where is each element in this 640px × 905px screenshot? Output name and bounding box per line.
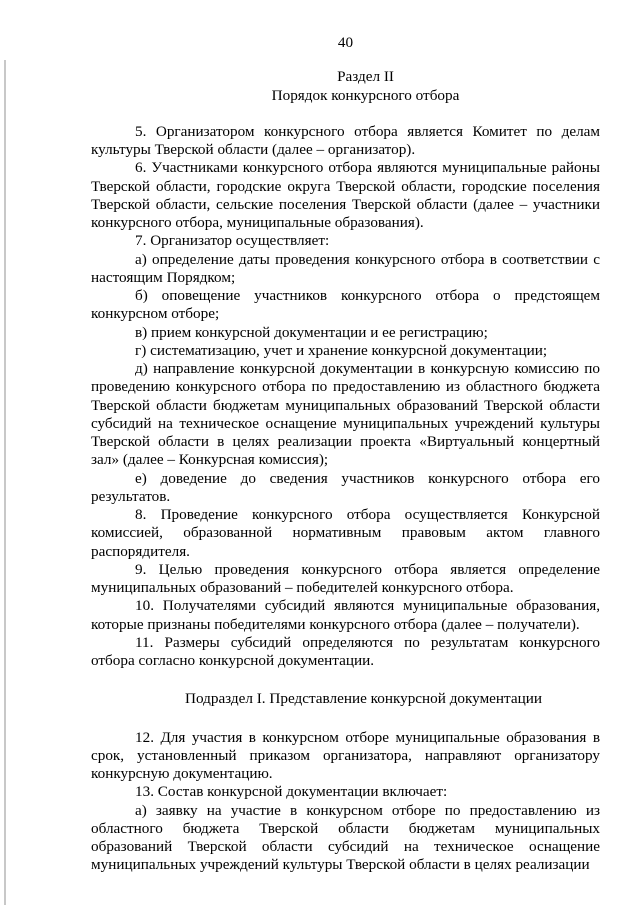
paragraph-7a: а) определение даты проведения конкурсного отбора в соответствии с настоящим Порядком; xyxy=(91,250,600,286)
paragraph-13a: а) заявку на участие в конкурсном отборе по предоставлению из областного бюджета Тверской области бюджетам муниципальных образований Тверской области субсидий на техническое оснащение муниципальных учреждений культуры Тверской области в целях реализации xyxy=(91,801,600,874)
paragraph-7b: б) оповещение участников конкурсного отбора о предстоящем конкурсном отборе; xyxy=(91,287,600,323)
paragraph-7e: е) доведение до сведения участников конкурсного отбора его результатов. xyxy=(91,469,600,505)
paragraph-group-1 xyxy=(91,123,600,671)
document-page xyxy=(91,34,600,875)
section-title: Раздел II xyxy=(337,68,394,86)
paragraph-9: 9. Целью проведения конкурсного отбора является определение муниципальных образований – победителей конкурсного отбора. xyxy=(91,560,600,596)
paragraph-13: 13. Состав конкурсной документации включает: xyxy=(135,783,448,801)
paragraph-7d: д) направление конкурсной документации в конкурсную комиссию по проведению конкурсного отбора по предоставлению из областного бюджета Тверской области бюджетам муниципальных образований Тверской области субсидий на техническое оснащение муниципальных учреждений культуры Тверской области в целях реализации проекта «Виртуальный концертный зал» (далее – Конкурсная комиссия); xyxy=(91,360,600,469)
paragraph-group-2 xyxy=(91,729,600,875)
paragraph-10: 10. Получателями субсидий являются муниципальные образования, которые признаны победителями конкурсного отбора (далее – получатели). xyxy=(91,597,600,633)
paragraph-11: 11. Размеры субсидий определяются по результатам конкурсного отбора согласно конкурсной документации. xyxy=(91,633,600,669)
paragraph-8: 8. Проведение конкурсного отбора осуществляется Конкурсной комиссией, образованной нормативным правовым актом главного распорядителя. xyxy=(91,506,600,560)
paragraph-12: 12. Для участия в конкурсном отборе муниципальные образования в срок, установленный приказом организатора, направляют организатору конкурсную документацию. xyxy=(91,728,600,782)
section-subtitle: Порядок конкурсного отбора xyxy=(271,86,460,104)
paragraph-7v: в) прием конкурсной документации и ее регистрацию; xyxy=(135,323,488,341)
scan-edge-line xyxy=(4,60,6,905)
paragraph-7g: г) систематизацию, учет и хранение конкурсной документации; xyxy=(135,341,548,359)
subsection-title: Подраздел I. Представление конкурсной документации xyxy=(185,690,542,708)
page-number: 40 xyxy=(337,34,354,51)
paragraph-6: 6. Участниками конкурсного отбора являются муниципальные районы Тверской области, городские округа Тверской области, городские поселения Тверской области, сельские поселения Тверской области (далее – участники конкурсного отбора, муниципальные образования). xyxy=(91,159,600,231)
paragraph-7: 7. Организатор осуществляет: xyxy=(135,232,330,250)
paragraph-5: 5. Организатором конкурсного отбора является Комитет по делам культуры Тверской области (далее – организатор). xyxy=(91,122,600,158)
